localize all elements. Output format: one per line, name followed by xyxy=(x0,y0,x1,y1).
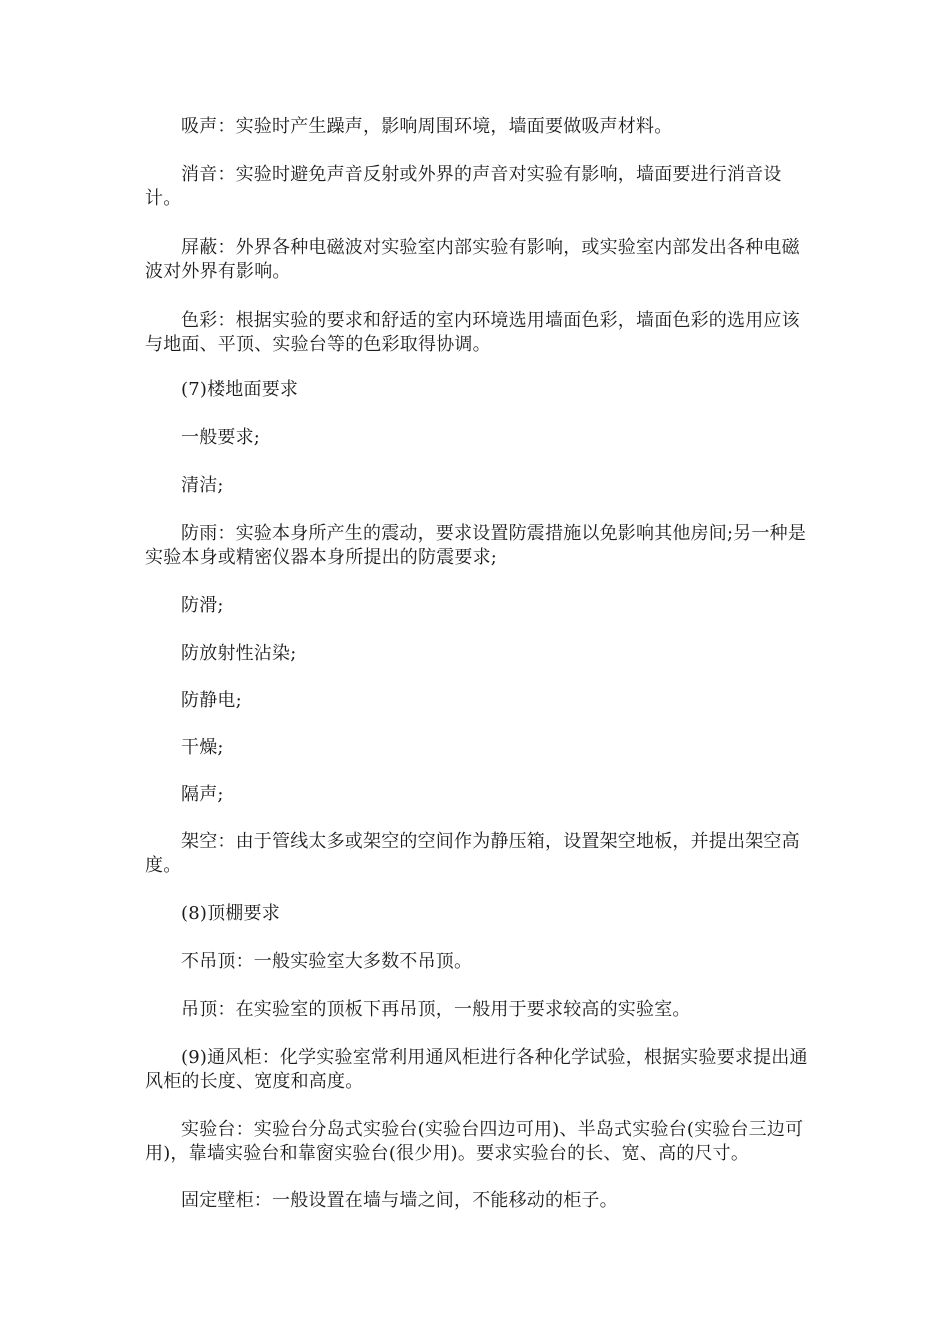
paragraph-suspended-ceiling: 吊顶：在实验室的顶板下再吊顶，一般用于要求较高的实验室。 xyxy=(181,999,691,1020)
paragraph-anti-slip: 防滑; xyxy=(181,595,224,616)
paragraph-lab-bench: 实验台：实验台分岛式实验台(实验台四边可用)、半岛式实验台(实验台三边可用)，靠墙实验台和靠窗实验台(很少用)。要求实验台的长、宽、高的尺寸。 xyxy=(145,1119,804,1164)
paragraph-sound-absorption: 吸声：实验时产生躁声，影响周围环境，墙面要做吸声材料。 xyxy=(181,116,673,137)
paragraph-general-requirements: 一般要求; xyxy=(181,427,261,448)
paragraph-dry: 干燥; xyxy=(181,737,224,758)
paragraph-no-suspended-ceiling: 不吊顶：一般实验室大多数不吊顶。 xyxy=(181,951,473,972)
paragraph-sound-insulation: 隔声; xyxy=(181,784,224,805)
paragraph-shielding: 屏蔽：外界各种电磁波对实验室内部实验有影响，或实验室内部发出各种电磁波对外界有影响。 xyxy=(145,237,800,282)
paragraph-vibration-proof: 防雨：实验本身所产生的震动，要求设置防震措施以免影响其他房间;另一种是实验本身或精密仪器本身所提出的防震要求; xyxy=(145,523,807,568)
paragraph-fixed-cabinet: 固定壁柜：一般设置在墙与墙之间，不能移动的柜子。 xyxy=(181,1190,618,1211)
paragraph-silencing: 消音：实验时避免声音反射或外界的声音对实验有影响，墙面要进行消音设计。 xyxy=(145,164,782,209)
paragraph-clean: 清洁; xyxy=(181,475,224,496)
section-heading-ceiling: (8)顶棚要求 xyxy=(181,903,280,924)
paragraph-color: 色彩：根据实验的要求和舒适的室内环境选用墙面色彩，墙面色彩的选用应该与地面、平顶、实验台等的色彩取得协调。 xyxy=(145,310,800,355)
paragraph-anti-static: 防静电; xyxy=(181,690,242,711)
paragraph-anti-radiation: 防放射性沾染; xyxy=(181,643,297,664)
section-heading-floor: (7)楼地面要求 xyxy=(181,379,299,400)
paragraph-raised-floor: 架空：由于管线太多或架空的空间作为静压箱，设置架空地板，并提出架空高度。 xyxy=(145,831,800,876)
paragraph-fume-hood: (9)通风柜：化学实验室常利用通风柜进行各种化学试验，根据实验要求提出通风柜的长度、宽度和高度。 xyxy=(145,1047,808,1092)
